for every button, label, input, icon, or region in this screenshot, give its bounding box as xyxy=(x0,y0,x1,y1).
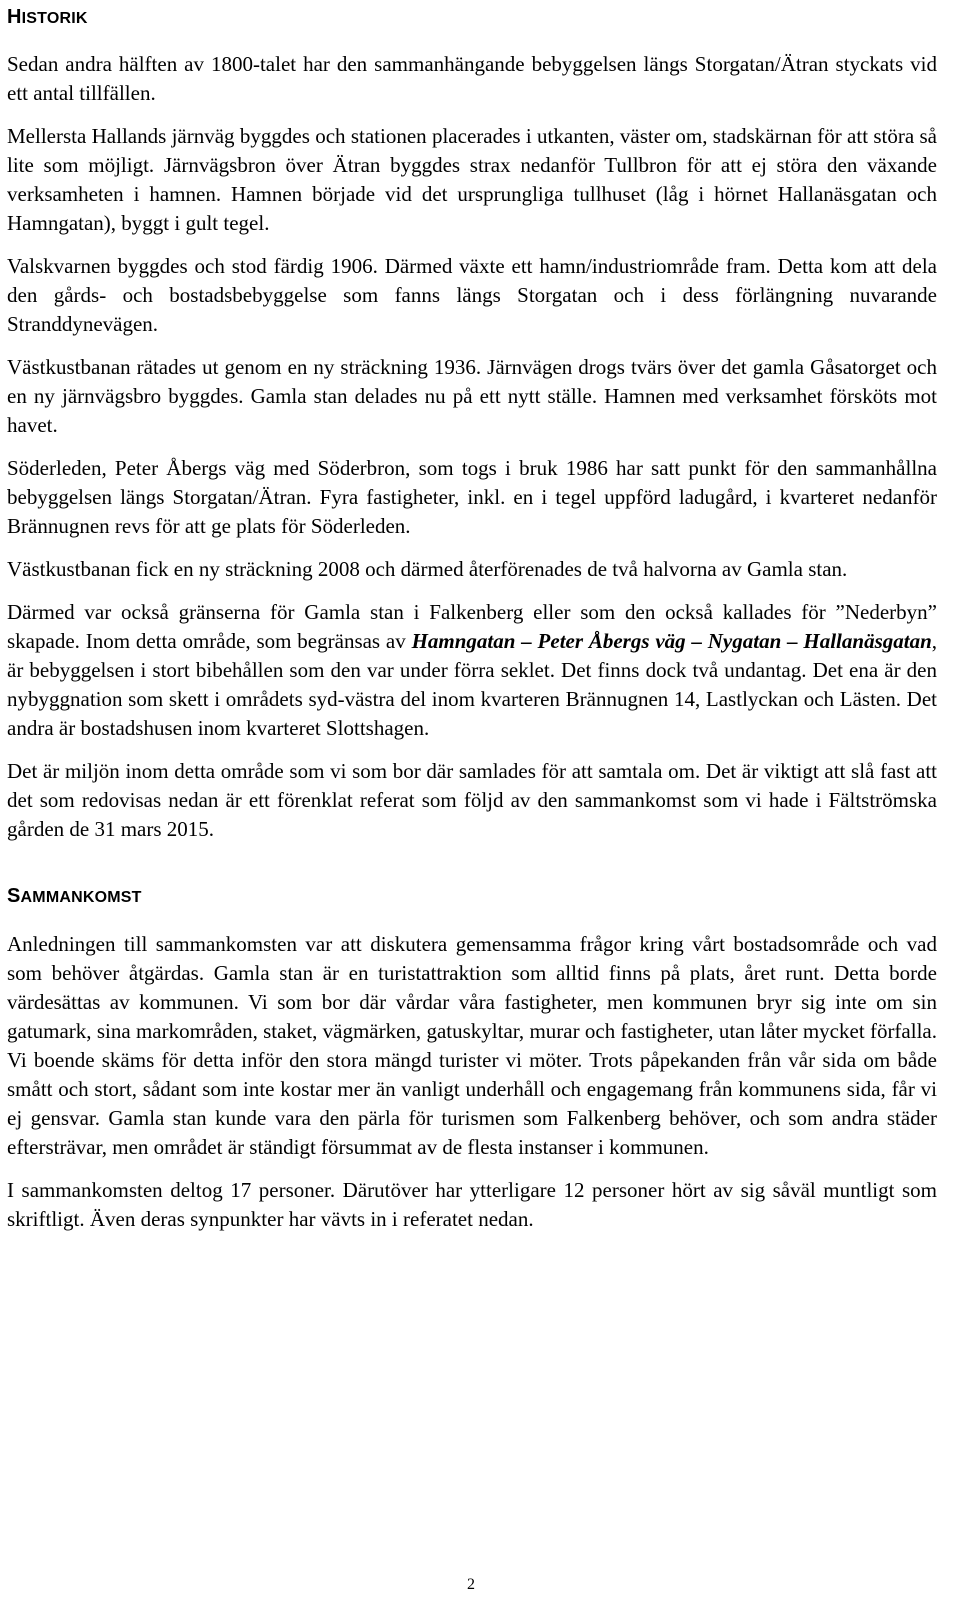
paragraph: Anledningen till sammankomsten var att diskutera gemensamma frågor kring vårt bostadsområde och vad som behöver åtgärdas. Gamla stan är en turistattraktion som alltid finns på plats, året runt. Detta borde värdesättas av kommunen. Vi som bor där vårdar våra fastigheter, men kommunen bryr sig inte om sin gatumark, sina markområden, staket, vägmärken, gatuskyltar, murar och fastigheter, utan låter mycket förfalla. Vi boende skäms för detta inför den stora mängd turister vi möter. Trots påpekanden från vår sida om både smått och stort, sådant som inte kostar mer än vanligt underhåll och engagemang från kommunens sida, får vi ej gensvar. Gamla stan kunde vara den pärla för turismen som Falkenberg behöver, och som andra städer eftersträvar, men området är ständigt försummat av de flesta instanser i kommunen. xyxy=(7,932,937,1159)
paragraph: Valskvarnen byggdes och stod färdig 1906. Därmed växte ett hamn/industriområde fram. Detta kom att dela den gårds- och bostadsbebyggelse som fanns längs Storgatan och i dess förlängning nuvarande Stranddynevägen. xyxy=(7,254,937,336)
paragraph: Söderleden, Peter Åbergs väg med Söderbron, som togs i bruk 1986 har satt punkt för den sammanhållna bebyggelsen längs Storgatan/Ätran. Fyra fastigheter, inkl. en i tegel uppförd ladugård, i kvarteret nedanför Brännugnen revs för att ge plats för Söderleden. xyxy=(7,456,937,538)
paragraph: Västkustbanan fick en ny sträckning 2008 och därmed återförenades de två halvorna av Gamla stan. xyxy=(7,557,848,581)
area-boundary-streets: Hamngatan – Peter Åbergs väg – Nygatan – Hallanäsgatan xyxy=(411,629,932,653)
heading-sammankomst: SAMMANKOMST xyxy=(7,885,142,907)
paragraph: I sammankomsten deltog 17 personer. Därutöver har ytterligare 12 personer hört av sig såväl muntligt som skriftligt. Även deras synpunkter har vävts in i referatet nedan. xyxy=(7,1178,937,1231)
paragraph: Mellersta Hallands järnväg byggdes och stationen placerades i utkanten, väster om, stadskärnan för att störa så lite som möjligt. Järnvägsbron över Ätran byggdes strax nedanför Tullbron för att ej störa den växande verksamheten i hamnen. Hamnen började vid det ursprungliga tullhuset (låg i hörnet Hallanäsgatan och Hamngatan), byggt i gult tegel. xyxy=(7,124,937,235)
paragraph: Det är miljön inom detta område som vi som bor där samlades för att samtala om. Det är viktigt att slå fast att det som redovisas nedan är ett förenklat referat som följd av den sammankomst som vi hade i Fältströmska gården de 31 mars 2015. xyxy=(7,759,937,841)
paragraph: Västkustbanan rätades ut genom en ny sträckning 1936. Järnvägen drogs tvärs över det gamla Gåsatorget och en ny järnvägsbro byggdes. Gamla stan delades nu på ett nytt ställe. Hamnen med verksamhet försköts mot havet. xyxy=(7,355,937,437)
paragraph: Därmed var också gränserna för Gamla stan i Falkenberg eller som den också kallades för ”Nederbyn” skapade. Inom detta område, som begränsas av Hamngatan – Peter Åbergs väg – Nygatan – Hallanäsgatan, är bebyggelsen i stort bibehållen som den var under förra seklet. Det finns dock två undantag. Det ena är den nybyggnation som skett i områdets syd-västra del inom kvarteren Brännugnen 14, Lastlyckan och Lästen. Det andra är bostadshusen inom kvarteret Slottshagen. xyxy=(7,600,938,740)
heading-historik: HISTORIK xyxy=(7,6,88,28)
document-page xyxy=(7,0,937,1234)
paragraph: Sedan andra hälften av 1800-talet har den sammanhängande bebyggelsen längs Storgatan/Ätran styckats vid ett antal tillfällen. xyxy=(7,52,937,105)
page-number: 2 xyxy=(467,1576,475,1593)
